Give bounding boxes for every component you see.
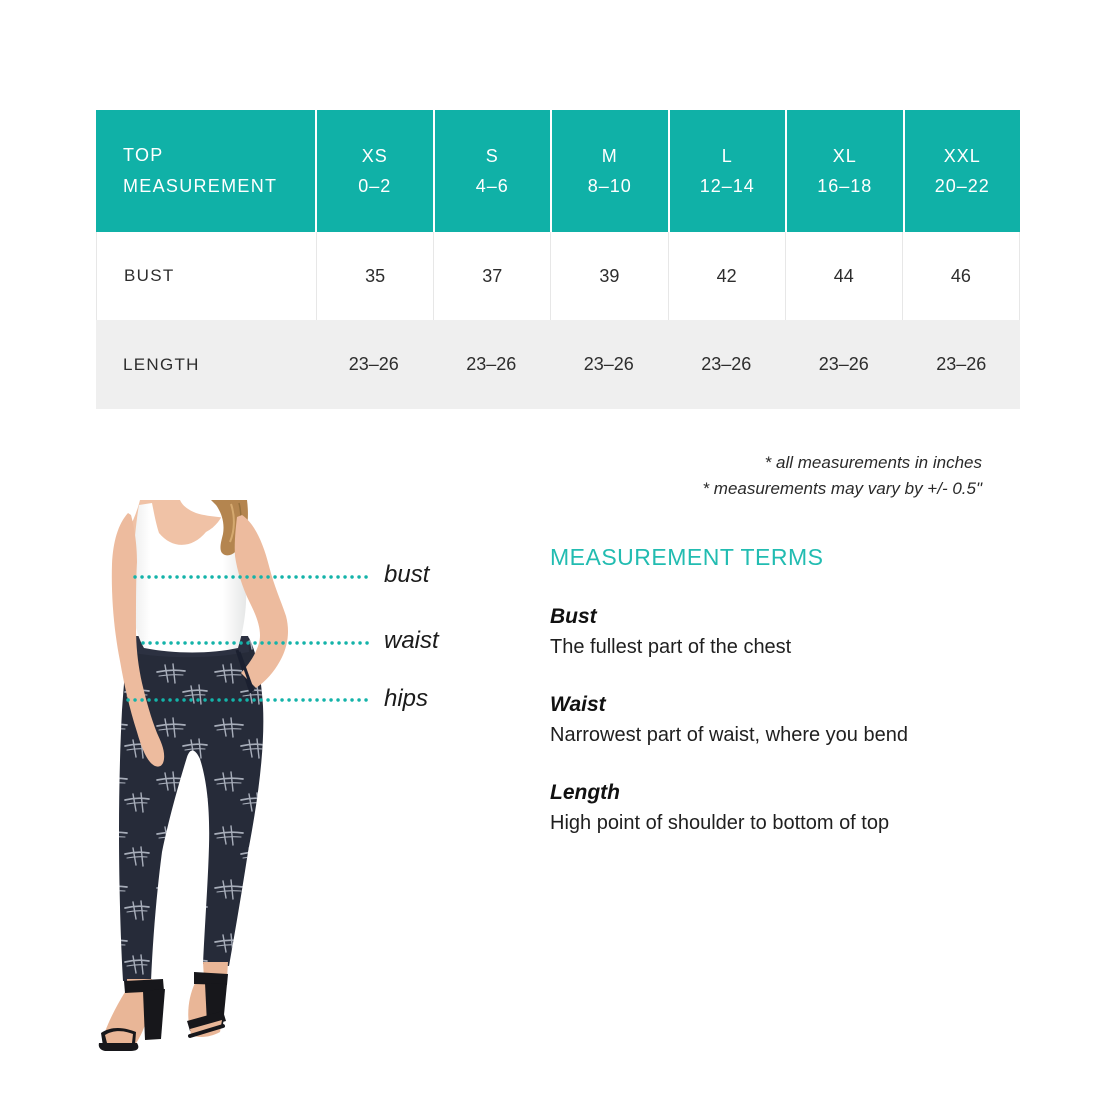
length-value-xl: 23–26 bbox=[818, 354, 869, 374]
measurement-terms-heading: MEASUREMENT TERMS bbox=[550, 544, 824, 570]
size-column-header-xs bbox=[315, 110, 433, 232]
term-definition-bust: The fullest part of the chest bbox=[550, 636, 792, 658]
size-range: 20–22 bbox=[934, 176, 990, 196]
note-inches: * all measurements in inches bbox=[764, 453, 982, 472]
length-value-l: 23–26 bbox=[701, 354, 752, 374]
size-column-header-s bbox=[433, 110, 551, 232]
bust-value-m: 39 bbox=[550, 232, 667, 320]
bust-value-l: 42 bbox=[668, 232, 785, 320]
table-row-length bbox=[96, 320, 1020, 409]
size-column-header-m bbox=[550, 110, 668, 232]
size-label: XXL bbox=[943, 146, 981, 166]
note-variance: * measurements may vary by +/- 0.5" bbox=[702, 479, 982, 498]
size-range: 16–18 bbox=[817, 176, 873, 196]
term-definition-waist: Narrowest part of waist, where you bend bbox=[550, 724, 908, 746]
length-value-s: 23–26 bbox=[466, 354, 517, 374]
row-label-bust: BUST bbox=[124, 266, 175, 285]
length-value-m: 23–26 bbox=[583, 354, 634, 374]
size-label: S bbox=[485, 146, 499, 166]
bust-value-s: 37 bbox=[433, 232, 550, 320]
size-range: 4–6 bbox=[475, 176, 509, 196]
term-name-length: Length bbox=[550, 781, 620, 804]
term-name-waist: Waist bbox=[550, 693, 606, 716]
bust-line-label: bust bbox=[384, 561, 430, 588]
hips-line-label: hips bbox=[384, 685, 429, 712]
size-range: 8–10 bbox=[587, 176, 632, 196]
right-sandal bbox=[187, 972, 228, 1037]
term-group-length bbox=[550, 781, 1030, 835]
left-sandal bbox=[99, 979, 165, 1051]
size-label: XS bbox=[361, 146, 388, 166]
size-label: M bbox=[601, 146, 618, 166]
measurement-notes bbox=[702, 450, 982, 502]
term-group-bust bbox=[550, 605, 1030, 659]
corner-header-label: TOP MEASUREMENT bbox=[123, 145, 278, 196]
bust-value-xs: 35 bbox=[316, 232, 433, 320]
term-definition-length: High point of shoulder to bottom of top bbox=[550, 812, 890, 834]
length-value-xxl: 23–26 bbox=[936, 354, 987, 374]
length-value-xs: 23–26 bbox=[348, 354, 399, 374]
size-table-header-row bbox=[96, 110, 1020, 232]
size-table-corner-header bbox=[96, 110, 315, 232]
term-name-bust: Bust bbox=[550, 605, 597, 628]
row-label-length: LENGTH bbox=[123, 354, 200, 374]
table-row-bust bbox=[96, 232, 1020, 320]
size-label: L bbox=[721, 146, 733, 166]
term-group-waist bbox=[550, 693, 1030, 747]
bust-value-xxl: 46 bbox=[902, 232, 1019, 320]
size-column-header-xxl bbox=[903, 110, 1021, 232]
waist-line-label: waist bbox=[384, 627, 439, 654]
size-column-header-xl bbox=[785, 110, 903, 232]
size-range: 0–2 bbox=[358, 176, 392, 196]
measurement-terms-section bbox=[550, 544, 1030, 835]
size-label: XL bbox=[832, 146, 857, 166]
size-table bbox=[96, 110, 1020, 409]
bust-value-xl: 44 bbox=[785, 232, 902, 320]
size-column-header-l bbox=[668, 110, 786, 232]
size-range: 12–14 bbox=[699, 176, 755, 196]
